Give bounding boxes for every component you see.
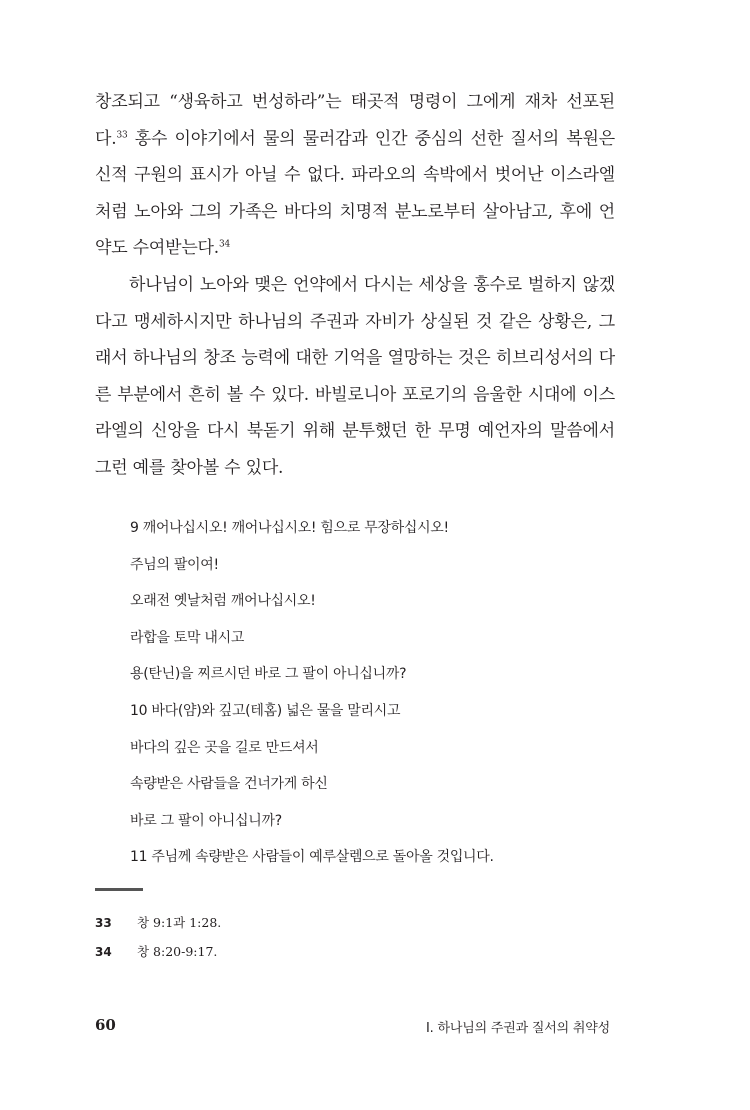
footnote-item [95,937,615,966]
quote-line: 바다의 깊은 곳을 길로 만드셔서 [130,739,319,756]
quote-line: 오래전 옛날처럼 깨어나십시오! [130,593,316,610]
quote-line: 바로 그 팔이 아니십니까? [130,812,282,829]
quote-line: 라합을 토막 내시고 [130,629,245,646]
footnotes [95,908,615,966]
page-number: 60 [95,1016,116,1034]
footnote-ref-33[interactable]: 33 [116,129,128,140]
footnote-text: 창 8:20-9:17. [137,944,218,959]
quote-line: 속량받은 사람들을 건너가게 하신 [130,776,328,793]
paragraph-1-text-continued: 홍수 이야기에서 물의 물러감과 인간 중심의 선한 질서의 복원은 신적 구원의 표시가 아닐 수 없다. 파라오의 속박에서 벗어난 이스라엘처럼 노아와 그의 가족은 바다의 치명적 분노로부터 살아남고, 후에 언약도 수여받는다. [95,128,615,259]
quote-line: 9 깨어나십시오! 깨어나십시오! 힘으로 무장하십시오! [130,520,449,536]
footnote-ref-34[interactable]: 34 [218,239,231,250]
running-head: I. 하나님의 주권과 질서의 취약성 [426,1021,610,1036]
footnote-divider [95,888,143,891]
paragraph-1-text: 창조되고 “생육하고 번성하라”는 태곳적 명령이 그에게 재차 선포된다. [95,92,615,149]
footnote-number: 34 [95,945,112,959]
footnote-number: 33 [95,916,112,930]
scripture-quote [130,510,600,876]
body-text [95,84,615,487]
footnote-item [95,908,615,937]
quote-line: 주님의 팔이여! [130,556,219,573]
quote-line: 11 주님께 속량받은 사람들이 예루살렘으로 돌아올 것입니다. [130,849,494,866]
paragraph-2: 하나님이 노아와 맺은 언약에서 다시는 세상을 홍수로 벌하지 않겠다고 맹세하시지만 하나님의 주권과 자비가 상실된 것 같은 상황은, 그래서 하나님의 창조 능력에 대한 기억을 열망하는 것은 히브리성서의 다른 부분에서 흔히 볼 수 있다. 바빌로니아 포로기의 음울한 시대에 이스라엘의 신앙을 다시 북돋기 위해 분투했던 한 무명 예언자의 말씀에서 그런 예를 찾아볼 수 있다. [95,274,615,478]
quote-line: 용(탄닌)을 찌르시던 바로 그 팔이 아니십니까? [130,666,407,683]
footnote-text: 창 9:1과 1:28. [137,915,222,930]
quote-line: 10 바다(얌)와 깊고(테홈) 넓은 물을 말리시고 [130,702,401,719]
paragraph-1 [95,84,615,267]
